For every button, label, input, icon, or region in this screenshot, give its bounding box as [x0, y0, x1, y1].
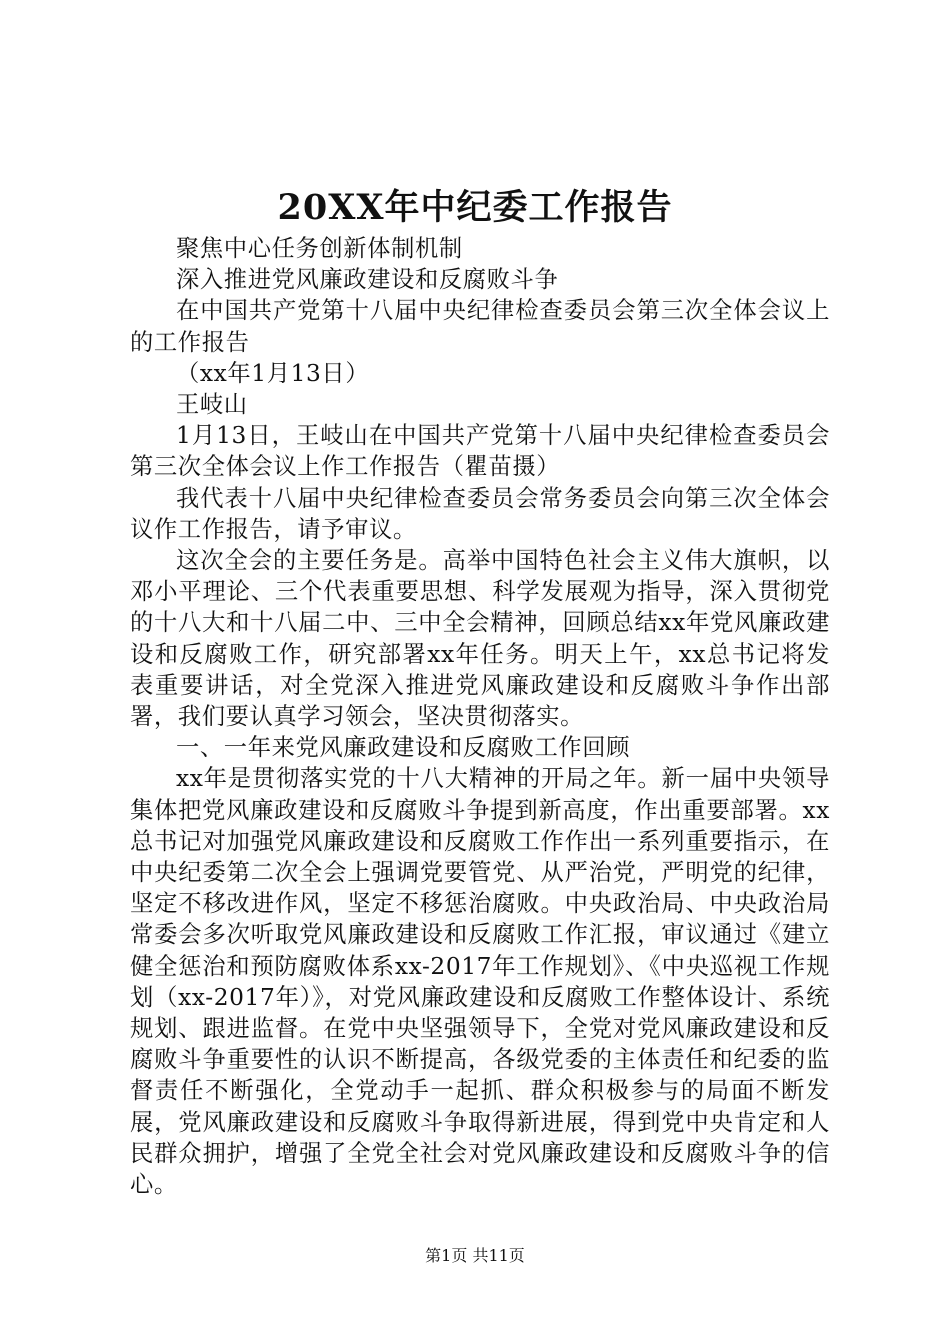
- body-paragraph: 我代表十八届中央纪律检查委员会常务委员会向第三次全体会议作工作报告，请予审议。: [130, 484, 830, 543]
- subtitle-line-2: 深入推进党风廉政建设和反腐败斗争: [176, 266, 559, 294]
- document-body: [130, 233, 830, 1200]
- document-title: 20XX年中纪委工作报告: [277, 187, 673, 228]
- body-paragraph: xx年是贯彻落实党的十八大精神的开局之年。新一届中央领导集体把党风廉政建设和反腐败斗争提到新高度，作出重要部署。xx总书记对加强党风廉政建设和反腐败工作作出一系列重要指示，在中央纪委第二次全会上强调党要管党、从严治党，严明党的纪律，坚定不移改进作风，坚定不移惩治腐败。中央政治局、中央政治局常委会多次听取党风廉政建设和反腐败工作汇报，审议通过《建立健全惩治和预防腐败体系xx-2017年工作规划》、《中央巡视工作规划（xx-2017年）》，对党风廉政建设和反腐败工作整体设计、系统规划、跟进监督。在党中央坚强领导下，全党对党风廉政建设和反腐败斗争重要性的认识不断提高，各级党委的主体责任和纪委的监督责任不断强化，全党动手一起抓、群众积极参与的局面不断发展，党风廉政建设和反腐败斗争取得新进展，得到党中央肯定和人民群众拥护，增强了全党全社会对党风廉政建设和反腐败斗争的信心。: [130, 765, 830, 1199]
- report-occasion: 在中国共产党第十八届中央纪律检查委员会第三次全体会议上的工作报告: [130, 297, 830, 356]
- body-paragraph: 这次全会的主要任务是。高举中国特色社会主义伟大旗帜，以邓小平理论、三个代表重要思想、科学发展观为指导，深入贯彻党的十八大和十八届二中、三中全会精神，回顾总结xx年党风廉政建设和反腐败工作，研究部署xx年任务。明天上午，xx总书记将发表重要讲话，对全党深入推进党风廉政建设和反腐败斗争作出部署，我们要认真学习领会，坚决贯彻落实。: [130, 547, 830, 731]
- report-author: 王岐山: [176, 391, 248, 419]
- page-number-footer: 第1页 共11页: [425, 1246, 525, 1265]
- report-date: （xx年1月13日）: [176, 359, 370, 387]
- subtitle-line-1: 聚焦中心任务创新体制机制: [176, 235, 463, 262]
- photo-caption: 1月13日，王岐山在中国共产党第十八届中央纪律检查委员会第三次全体会议上作工作报告（瞿苗摄）: [130, 422, 830, 481]
- section-heading: 一、一年来党风廉政建设和反腐败工作回顾: [176, 734, 631, 762]
